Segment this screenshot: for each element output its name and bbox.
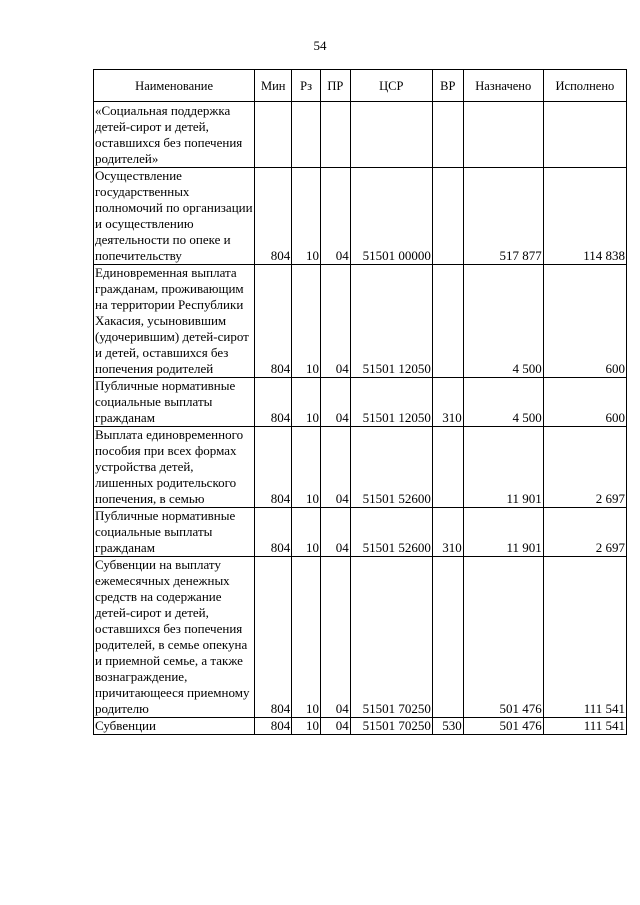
row-rz: 10	[292, 378, 321, 427]
row-assigned: 501 476	[463, 718, 543, 735]
row-executed	[543, 102, 626, 168]
row-min: 804	[255, 427, 292, 508]
row-name: Выплата единовременного пособия при всех формах устройства детей, лишенных родительского попечения, в семью	[94, 427, 255, 508]
row-csr	[350, 102, 432, 168]
row-vr: 310	[432, 378, 463, 427]
row-name: Осуществление государственных полномочий по организации и осуществлению деятельности по опеке и попечительству	[94, 168, 255, 265]
column-header-csr: ЦСР	[350, 70, 432, 102]
row-csr: 51501 52600	[350, 508, 432, 557]
row-pr: 04	[320, 508, 350, 557]
column-header-pr: ПР	[320, 70, 350, 102]
budget-table	[93, 69, 627, 735]
row-name: Единовременная выплата гражданам, проживающим на территории Республики Хакасия, усыновившим (удочерившим) детей-сирот и детей, оставшихся без попечения родителей	[94, 265, 255, 378]
row-vr: 530	[432, 718, 463, 735]
row-csr: 51501 52600	[350, 427, 432, 508]
table-header-row	[94, 70, 627, 102]
row-assigned: 11 901	[463, 427, 543, 508]
row-assigned: 4 500	[463, 265, 543, 378]
row-executed: 111 541	[543, 557, 626, 718]
row-name: Публичные нормативные социальные выплаты гражданам	[94, 378, 255, 427]
row-name: Субвенции на выплату ежемесячных денежных средств на содержание детей-сирот и детей, оставшихся без попечения родителей, в семье опекуна и приемной семье, а также вознаграждение, причитающееся приемному родителю	[94, 557, 255, 718]
table-row	[94, 508, 627, 557]
row-min: 804	[255, 168, 292, 265]
row-rz: 10	[292, 168, 321, 265]
table-row	[94, 557, 627, 718]
row-pr: 04	[320, 265, 350, 378]
row-csr: 51501 12050	[350, 265, 432, 378]
row-csr: 51501 70250	[350, 718, 432, 735]
row-csr: 51501 12050	[350, 378, 432, 427]
table-row	[94, 718, 627, 735]
row-rz: 10	[292, 427, 321, 508]
row-pr: 04	[320, 557, 350, 718]
row-rz: 10	[292, 557, 321, 718]
table-row	[94, 378, 627, 427]
row-pr: 04	[320, 427, 350, 508]
row-name: «Социальная поддержка детей-сирот и детей, оставшихся без попечения родителей»	[94, 102, 255, 168]
row-executed: 600	[543, 265, 626, 378]
row-rz: 10	[292, 265, 321, 378]
row-pr	[320, 102, 350, 168]
row-assigned: 11 901	[463, 508, 543, 557]
row-pr: 04	[320, 378, 350, 427]
table-row	[94, 265, 627, 378]
row-assigned: 517 877	[463, 168, 543, 265]
row-name: Публичные нормативные социальные выплаты гражданам	[94, 508, 255, 557]
column-header-name: Наименование	[94, 70, 255, 102]
row-name: Субвенции	[94, 718, 255, 735]
row-vr: 310	[432, 508, 463, 557]
column-header-vr: ВР	[432, 70, 463, 102]
row-rz: 10	[292, 508, 321, 557]
row-executed: 600	[543, 378, 626, 427]
row-vr	[432, 557, 463, 718]
row-vr	[432, 427, 463, 508]
row-executed: 2 697	[543, 427, 626, 508]
row-min: 804	[255, 265, 292, 378]
row-executed: 2 697	[543, 508, 626, 557]
table-row	[94, 427, 627, 508]
row-csr: 51501 00000	[350, 168, 432, 265]
table-row	[94, 102, 627, 168]
row-pr: 04	[320, 168, 350, 265]
row-min: 804	[255, 718, 292, 735]
column-header-assigned: Назначено	[463, 70, 543, 102]
row-min	[255, 102, 292, 168]
row-executed: 111 541	[543, 718, 626, 735]
row-vr	[432, 102, 463, 168]
row-assigned	[463, 102, 543, 168]
column-header-min: Мин	[255, 70, 292, 102]
row-vr	[432, 168, 463, 265]
row-executed: 114 838	[543, 168, 626, 265]
row-min: 804	[255, 557, 292, 718]
row-assigned: 501 476	[463, 557, 543, 718]
row-rz	[292, 102, 321, 168]
row-min: 804	[255, 508, 292, 557]
row-rz: 10	[292, 718, 321, 735]
row-min: 804	[255, 378, 292, 427]
page-number: 54	[313, 38, 327, 53]
column-header-executed: Исполнено	[543, 70, 626, 102]
column-header-rz: Рз	[292, 70, 321, 102]
row-assigned: 4 500	[463, 378, 543, 427]
row-csr: 51501 70250	[350, 557, 432, 718]
row-pr: 04	[320, 718, 350, 735]
table-row	[94, 168, 627, 265]
row-vr	[432, 265, 463, 378]
